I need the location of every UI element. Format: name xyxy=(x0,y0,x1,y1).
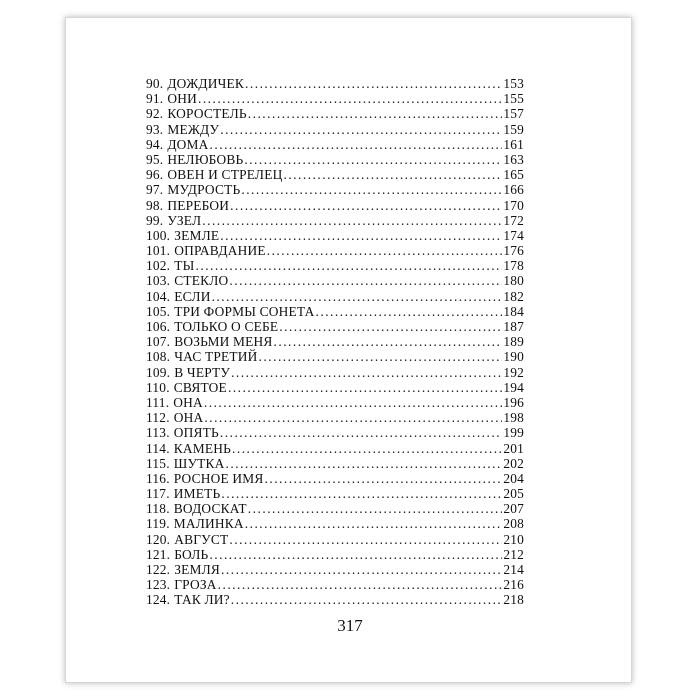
toc-entry-title: ШУТКА xyxy=(173,455,225,471)
toc-dot-leader xyxy=(316,304,503,319)
toc-entry-page: 190 xyxy=(503,349,524,365)
toc-entry-title: ДОЖДИЧЕК xyxy=(167,76,245,91)
toc-entry-number: 92. xyxy=(146,106,164,122)
toc-entry-page: 159 xyxy=(503,121,524,137)
toc-entry-page: 202 xyxy=(503,455,524,471)
toc-entry-page: 176 xyxy=(503,243,524,259)
toc-entry xyxy=(146,273,524,288)
toc-entry-page: 161 xyxy=(503,136,524,152)
toc-dot-leader xyxy=(231,592,503,607)
toc-dot-leader xyxy=(196,258,503,273)
toc-entry-page: 155 xyxy=(503,91,524,107)
toc-entry-number: 93. xyxy=(146,121,164,137)
toc-entry-title: ВОЗЬМИ МЕНЯ xyxy=(174,334,273,350)
toc-entry-title: МАЛИНКА xyxy=(173,516,244,532)
toc-dot-leader xyxy=(198,91,502,106)
toc-entry xyxy=(146,592,524,607)
toc-dot-leader xyxy=(204,410,502,425)
toc-entry-title: ДОМА xyxy=(167,136,209,152)
toc-entry-page: 172 xyxy=(503,212,524,228)
toc-entry-number: 111. xyxy=(146,394,170,410)
toc-entry xyxy=(146,471,524,486)
toc-entry-number: 119. xyxy=(146,516,170,532)
toc-entry xyxy=(146,441,524,456)
toc-dot-leader xyxy=(248,501,503,516)
toc-entry xyxy=(146,228,524,243)
toc-entry-number: 107. xyxy=(146,334,171,350)
toc-entry-title: МЕЖДУ xyxy=(167,121,220,137)
toc-entry-title: ОНА xyxy=(173,410,204,426)
toc-entry xyxy=(146,152,524,167)
toc-dot-leader xyxy=(267,243,503,258)
toc-entry-title: ИМЕТЬ xyxy=(173,486,221,502)
toc-entry-page: 189 xyxy=(503,334,524,350)
toc-entry-number: 98. xyxy=(146,197,164,213)
toc-entry-page: 214 xyxy=(503,562,524,577)
toc-entry xyxy=(146,167,524,182)
toc-entry-number: 90. xyxy=(146,76,164,91)
toc-entry-page: 216 xyxy=(503,577,524,593)
toc-entry-page: 192 xyxy=(503,364,524,380)
toc-entry xyxy=(146,213,524,228)
toc-entry-title: УЗЕЛ xyxy=(167,212,202,228)
toc-entry xyxy=(146,319,524,334)
toc-entry-number: 106. xyxy=(146,319,171,334)
toc-entry-number: 94. xyxy=(146,136,164,152)
toc-entry-page: 187 xyxy=(503,319,524,334)
toc-entry-title: НЕЛЮБОВЬ xyxy=(167,151,244,167)
toc-entry-page: 182 xyxy=(503,288,524,304)
toc-entry xyxy=(146,410,524,425)
toc-entry xyxy=(146,106,524,121)
toc-entry xyxy=(146,516,524,531)
toc-entry xyxy=(146,137,524,152)
toc-entry-title: ЕСЛИ xyxy=(174,288,211,304)
toc-entry-number: 102. xyxy=(146,258,171,274)
toc-dot-leader xyxy=(202,213,502,228)
toc-entry xyxy=(146,349,524,364)
toc-entry-page: 218 xyxy=(503,592,524,608)
toc-dot-leader xyxy=(229,273,502,288)
toc-entry-page: 174 xyxy=(503,227,524,243)
toc-entry-number: 110. xyxy=(146,379,170,395)
toc-entry xyxy=(146,562,524,577)
toc-entry xyxy=(146,258,524,273)
toc-entry-number: 91. xyxy=(146,91,164,107)
toc-dot-leader xyxy=(279,319,502,334)
toc-entry-number: 118. xyxy=(146,501,170,517)
toc-entry-page: 184 xyxy=(503,303,524,319)
toc-entry-number: 124. xyxy=(146,592,171,608)
toc-entry-title: МУДРОСТЬ xyxy=(167,182,241,198)
toc-dot-leader xyxy=(212,289,503,304)
toc-entry xyxy=(146,91,524,106)
toc-entry-page: 166 xyxy=(503,182,524,198)
toc-entry xyxy=(146,456,524,471)
toc-entry xyxy=(146,182,524,197)
toc-entry xyxy=(146,304,524,319)
toc-entry-title: В ЧЕРТУ xyxy=(174,364,231,380)
toc-entry-number: 103. xyxy=(146,273,171,289)
toc-entry xyxy=(146,76,524,91)
toc-entry-page: 170 xyxy=(503,197,524,213)
toc-entry-page: 194 xyxy=(503,379,524,395)
toc-dot-leader xyxy=(220,228,502,243)
toc-entry xyxy=(146,243,524,258)
toc-entry-page: 212 xyxy=(503,546,524,562)
toc-entry xyxy=(146,289,524,304)
toc-entry-title: ТОЛЬКО О СЕБЕ xyxy=(174,319,279,334)
toc-entry xyxy=(146,122,524,137)
table-of-contents xyxy=(146,76,524,608)
toc-dot-leader xyxy=(259,349,503,364)
toc-entry xyxy=(146,380,524,395)
toc-entry-title: ОПЯТЬ xyxy=(173,425,219,441)
toc-dot-leader xyxy=(230,198,502,213)
toc-entry-number: 112. xyxy=(146,410,170,426)
toc-entry-title: ОПРАВДАНИЕ xyxy=(174,243,266,259)
toc-entry xyxy=(146,334,524,349)
toc-entry-page: 196 xyxy=(503,394,524,410)
toc-entry xyxy=(146,486,524,501)
toc-entry-title: РОСНОЕ ИМЯ xyxy=(173,470,264,486)
toc-entry-page: 207 xyxy=(503,501,524,517)
toc-dot-leader xyxy=(210,137,503,152)
toc-entry-number: 97. xyxy=(146,182,164,198)
toc-entry xyxy=(146,547,524,562)
toc-dot-leader xyxy=(274,334,503,349)
toc-entry-page: 199 xyxy=(503,425,524,441)
toc-entry-number: 115. xyxy=(146,455,170,471)
toc-entry-number: 117. xyxy=(146,486,170,502)
toc-entry xyxy=(146,532,524,547)
toc-dot-leader xyxy=(283,167,502,182)
toc-dot-leader xyxy=(204,395,502,410)
toc-dot-leader xyxy=(232,441,502,456)
toc-dot-leader xyxy=(220,122,502,137)
toc-dot-leader xyxy=(231,365,502,380)
toc-entry-title: ТРИ ФОРМЫ СОНЕТА xyxy=(174,303,315,319)
toc-entry-title: ТАК ЛИ? xyxy=(174,592,230,608)
toc-entry-number: 122. xyxy=(146,562,171,577)
toc-dot-leader xyxy=(228,380,502,395)
toc-entry-title: ТЫ xyxy=(174,258,195,274)
toc-entry xyxy=(146,198,524,213)
toc-entry-number: 96. xyxy=(146,167,164,183)
page-number: 317 xyxy=(337,616,363,635)
toc-entry-page: 157 xyxy=(503,106,524,122)
toc-entry-number: 120. xyxy=(146,531,171,547)
toc-entry-title: ЗЕМЛЕ xyxy=(174,227,220,243)
toc-entry-title: ЗЕМЛЯ xyxy=(174,562,221,577)
toc-dot-leader xyxy=(248,106,503,121)
toc-entry-title: ПЕРЕБОИ xyxy=(167,197,230,213)
toc-dot-leader xyxy=(245,516,503,531)
toc-dot-leader xyxy=(244,152,502,167)
toc-entry-page: 201 xyxy=(503,440,524,456)
toc-entry-title: СТЕКЛО xyxy=(174,273,229,289)
toc-entry-title: АВГУСТ xyxy=(174,531,229,547)
toc-dot-leader xyxy=(241,182,502,197)
toc-entry-title: ВОДОСКАТ xyxy=(173,501,247,517)
toc-entry-number: 116. xyxy=(146,470,170,486)
toc-entry-page: 205 xyxy=(503,486,524,502)
toc-entry-number: 104. xyxy=(146,288,171,304)
toc-entry-number: 123. xyxy=(146,577,171,593)
toc-dot-leader xyxy=(218,577,503,592)
toc-entry-number: 99. xyxy=(146,212,164,228)
toc-dot-leader xyxy=(265,471,503,486)
toc-entry-title: БОЛЬ xyxy=(174,546,209,562)
toc-entry-title: ОНИ xyxy=(167,91,197,107)
toc-entry-page: 204 xyxy=(503,470,524,486)
toc-entry-page: 178 xyxy=(503,258,524,274)
toc-entry-title: ЧАС ТРЕТИЙ xyxy=(174,349,258,365)
toc-entry xyxy=(146,395,524,410)
toc-entry-title: КОРОСТЕЛЬ xyxy=(167,106,247,122)
toc-entry-title: ОВЕН И СТРЕЛЕЦ xyxy=(167,167,283,183)
toc-entry-page: 165 xyxy=(503,167,524,183)
toc-dot-leader xyxy=(226,456,503,471)
toc-entry-number: 121. xyxy=(146,546,171,562)
toc-entry-number: 101. xyxy=(146,243,171,259)
toc-entry-page: 210 xyxy=(503,531,524,547)
toc-entry-page: 163 xyxy=(503,151,524,167)
toc-dot-leader xyxy=(209,547,502,562)
toc-entry xyxy=(146,577,524,592)
toc-entry-page: 198 xyxy=(503,410,524,426)
toc-entry-page: 208 xyxy=(503,516,524,532)
toc-entry-number: 105. xyxy=(146,303,171,319)
toc-entry-number: 95. xyxy=(146,151,164,167)
toc-entry xyxy=(146,501,524,516)
toc-entry-title: ГРОЗА xyxy=(174,577,217,593)
toc-dot-leader xyxy=(245,76,502,91)
toc-entry-page: 153 xyxy=(503,76,524,91)
toc-entry-number: 109. xyxy=(146,364,171,380)
toc-entry-title: КАМЕНЬ xyxy=(173,440,231,456)
toc-entry-number: 100. xyxy=(146,227,171,243)
toc-entry-title: ОНА xyxy=(173,394,203,410)
toc-entry-number: 113. xyxy=(146,425,170,441)
toc-entry xyxy=(146,365,524,380)
toc-dot-leader xyxy=(221,562,502,577)
toc-entry-number: 108. xyxy=(146,349,171,365)
toc-dot-leader xyxy=(221,486,502,501)
toc-dot-leader xyxy=(229,532,502,547)
toc-entry-page: 180 xyxy=(503,273,524,289)
toc-dot-leader xyxy=(220,425,502,440)
toc-entry xyxy=(146,425,524,440)
toc-entry-title: СВЯТОЕ xyxy=(173,379,227,395)
toc-entry-number: 114. xyxy=(146,440,170,456)
